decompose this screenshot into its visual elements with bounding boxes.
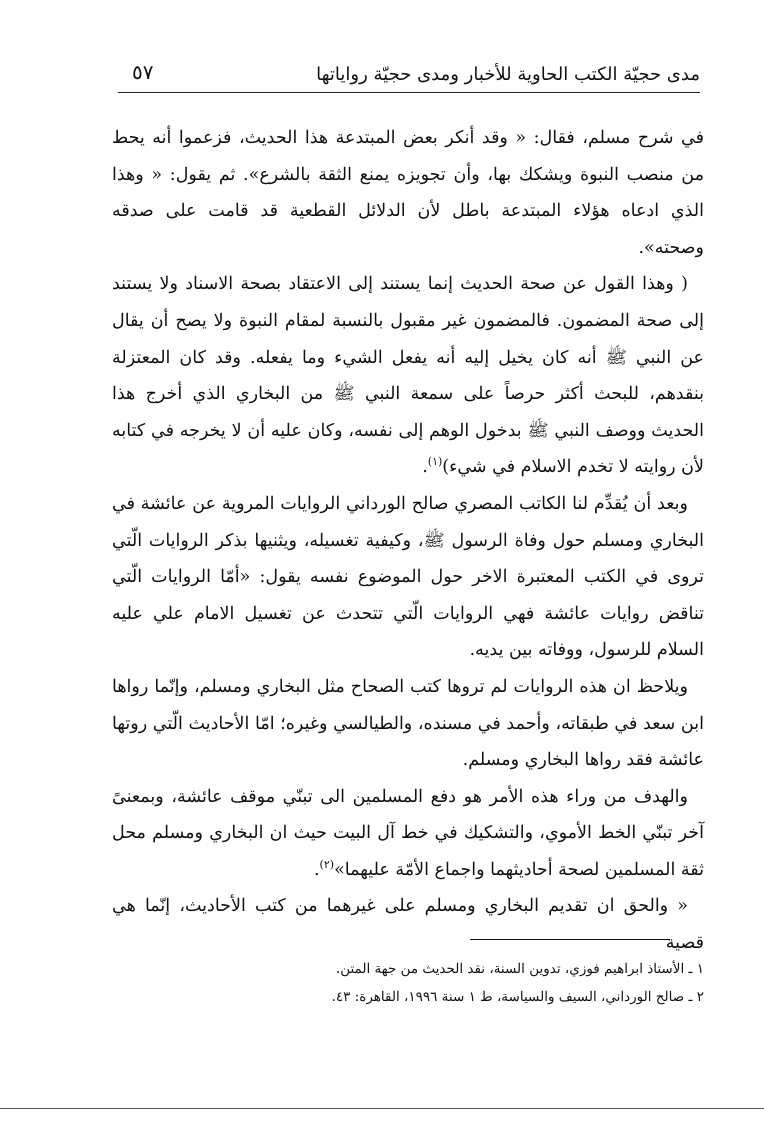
- header-title: مدى حجيّة الكتب الحاوية للأخبار ومدى حجيّة رواياتها: [316, 64, 700, 85]
- paragraph-5-period: .: [313, 859, 320, 880]
- footnote-ref-2: (٢): [319, 858, 335, 872]
- paragraph-2-text: ( وهذا القول عن صحة الحديث إنما يستند إلى الاعتقاد بصحة الاسناد ولا يستند إلى صحة المضمون. فالمضمون غير مقبول بالنسبة لمقام النبوة ولا يصح أن يقال عن النبي ﷺ أنه كان يخيل إليه أنه يفعل الشيء وما يفعله. وقد كان المعتزلة بنقدهم، للبحث أكثر حرصاً على سمعة النبي ﷺ من البخاري الذي أخرج هذا الحديث ووصف النبي ﷺ بدخول الوهم إلى نفسه، وكان عليه أن لا يخرجه في كتابه لأن روايته لا تخدم الاسلام في شيء): [112, 274, 704, 478]
- running-header: [118, 58, 700, 93]
- paragraph-2: [112, 266, 704, 486]
- paragraph-1: في شرح مسلم، فقال: « وقد أنكر بعض المبتدعة هذا الحديث، فزعموا أنه يحط من منصب النبوة ويشكك بها، وأن تجويزه يمنع الثقة بالشرع». ثم يقول: « وهذا الذي ادعاه هؤلاء المبتدعة باطل لأن الدلائل القطعية قد قامت على صدقه وصحته».: [112, 128, 704, 258]
- paragraph-3: وبعد أن يُقدِّم لنا الكاتب المصري صالح الورداني الروايات المروية عن عائشة في البخاري ومسلم حول وفاة الرسول ﷺ، وكيفية تغسيله، ويثنيها بذكر الروايات الّتي تروى في الكتب المعتبرة الاخر حول الموضوع نفسه يقول: «أمّا الروايات الّتي تناقض روايات عائشة فهي الروايات الّتي تتحدث عن تغسيل الامام علي عليه السلام للرسول، ووفاته بين يديه.: [112, 493, 704, 661]
- paragraph-6: « والحق ان تقديم البخاري ومسلم على غيرهما من كتب الأحاديث، إنّما هي قصية: [112, 896, 704, 954]
- footnotes: [118, 955, 704, 1011]
- footnote-2: ٢ ـ صالح الورداني، السيف والسياسة، ط ١ سنة ١٩٩٦، القاهرة: ٤٣.: [331, 989, 704, 1005]
- paragraph-2-period: .: [422, 457, 428, 478]
- paragraph-5-text: والهدف من وراء هذه الأمر هو دفع المسلمين الى تبنّي موقف عائشة، وبمعنىً آخر تبنّي الخط الأموي، والتشكيك في خط آل البيت حيث ان البخاري ومسلم محل ثقة المسلمين لصحة أحاديثهما واجماع الأمّة عليهما»: [112, 786, 704, 880]
- footnote-separator: [470, 939, 670, 940]
- footnote-ref-1: (١): [427, 455, 443, 469]
- paragraph-4: ويلاحظ ان هذه الروايات لم تروها كتب الصحاح مثل البخاري ومسلم، وإنّما رواها ابن سعد في طبقاته، وأحمد في مسنده، والطيالسي وغيره؛ امّا الأحاديث الّتي روتها عائشة فقد رواها البخاري ومسلم.: [112, 676, 704, 771]
- main-text: [112, 120, 704, 962]
- page-number: ٥٧: [132, 60, 154, 84]
- footnote-1: ١ ـ الأستاذ ابراهيم فوزي، تدوين السنة، نقد الحديث من جهة المتن.: [335, 961, 704, 977]
- page-bottom-edge: [0, 1108, 764, 1109]
- paragraph-5: [112, 779, 704, 889]
